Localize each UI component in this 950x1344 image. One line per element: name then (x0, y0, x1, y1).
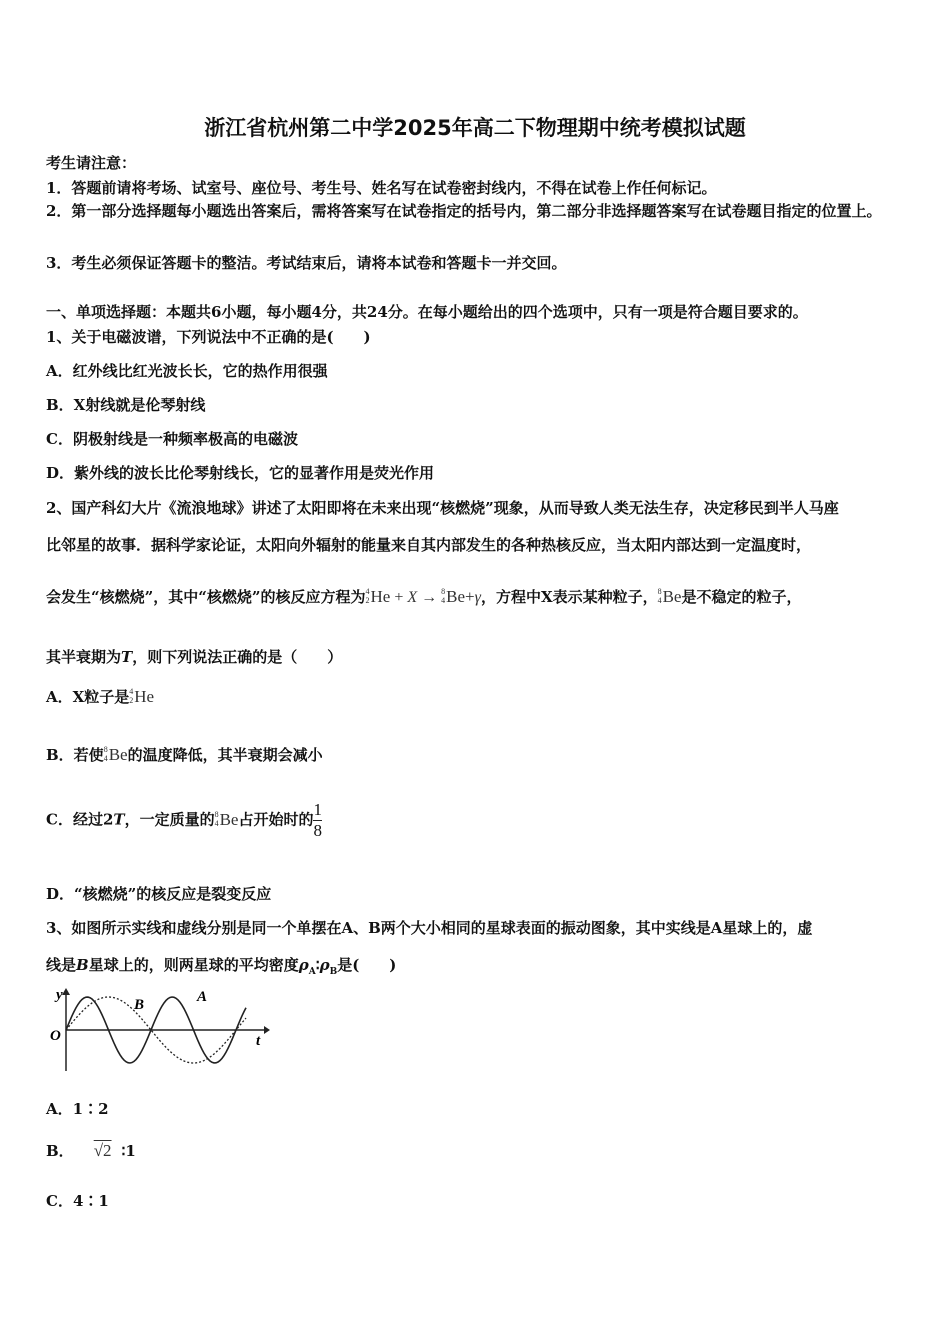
curve-b-label: B (134, 997, 145, 1013)
q1-option-c: C．阴极射线是一种频率极高的电磁波 (46, 430, 298, 448)
curve-a-label: A (197, 989, 208, 1005)
q3-option-b: B． √2 ∶1 (46, 1141, 136, 1160)
be-isotope: 8 4Be+ (441, 587, 475, 607)
he-isotope: 4 2He (365, 587, 391, 607)
be-isotope: 8 4Be (657, 587, 682, 606)
q2-text: ，方程中X表示某种粒子， (480, 588, 658, 606)
q2-stem-line: 2、国产科幻大片《流浪地球》讲述了太阳即将在未来出现“核燃烧”现象，从而导致人类无法生存，决定移民到半人马座 (46, 499, 839, 517)
q3-stem-line: 3、如图所示实线和虚线分别是同一个单摆在A、B两个大小相同的星球表面的振动图象，其中实线是A星球上的，虚 (46, 919, 813, 937)
be-isotope: 8 4Be (214, 809, 239, 829)
oscillation-graph (46, 985, 271, 1075)
y-axis-arrow (62, 988, 70, 995)
q3-stem-line: 线是B星球上的，则两星球的平均密度$\rho_A∶\rho_B$是( ) (46, 956, 397, 977)
notice-item: 1．答题前请将考场、试室号、座位号、考生号、姓名写在试卷密封线内，不得在试卷上作任何标记。 (46, 179, 717, 197)
notice-item: 3．考生必须保证答题卡的整洁。考试结束后，请将本试卷和答题卡一并交回。 (46, 254, 567, 272)
be-isotope: 8 4Be (103, 745, 128, 764)
fraction: $\frac{1}{8}$ (313, 800, 322, 840)
q2-stem-line: 其半衰期为T，则下列说法正确的是（ ） (46, 648, 343, 666)
t-axis-arrow (264, 1026, 270, 1034)
q2-text: 是不稳定的粒子， (681, 588, 802, 606)
q2-stem-line: 比邻星的故事．据科学家论证，太阳向外辐射的能量来自其内部发生的各种热核反应，当太阳内部达到一定温度时， (46, 536, 812, 554)
t-label: t (256, 1033, 261, 1049)
nuclear-equation: 4 2He + X → 8 4Be+γ (366, 589, 481, 606)
y-label: y (56, 987, 63, 1003)
he-isotope: 4 2He (129, 687, 155, 706)
section-heading: 一、单项选择题：本题共6小题，每小题4分，共24分。在每小题给出的四个选项中，只有一项是符合题目要求的。 (46, 303, 808, 321)
notice-item: 2．第一部分选择题每小题选出答案后，需将答案写在试卷指定的括号内，第二部分非选择题答案写在试卷题目指定的位置上。 (46, 202, 882, 220)
q2-option-d: D．“核燃烧”的核反应是裂变反应 (46, 885, 272, 903)
origin-label: O (50, 1028, 61, 1044)
q3-option-a: A．1∶2 (46, 1100, 109, 1118)
q1-option-a: A．红外线比红光波长长，它的热作用很强 (46, 362, 328, 380)
q1-stem: 1、关于电磁波谱，下列说法中不正确的是( ) (46, 328, 371, 346)
q2-option-c: C．经过2T，一定质量的8 4Be占开始时的$\frac{1}{8}$ (46, 800, 322, 840)
q3-option-c: C．4∶1 (46, 1192, 109, 1210)
q2-text: 会发生“核燃烧”，其中“核燃烧”的核反应方程为 (46, 588, 366, 606)
q1-option-b: B．X射线就是伦琴射线 (46, 396, 206, 414)
sqrt-expression: √2 (93, 1141, 112, 1160)
q1-option-d: D．紫外线的波长比伦琴射线长，它的显著作用是荧光作用 (46, 464, 435, 482)
q2-option-a: A．X粒子是4 2He (46, 686, 154, 709)
page-title: 浙江省杭州第二中学2025年高二下物理期中统考模拟试题 (204, 116, 746, 140)
q2-option-b: B．若使8 4Be的温度降低，其半衰期会减小 (46, 744, 323, 767)
notice-heading: 考生请注意： (46, 154, 137, 172)
q2-stem-line (46, 586, 802, 609)
